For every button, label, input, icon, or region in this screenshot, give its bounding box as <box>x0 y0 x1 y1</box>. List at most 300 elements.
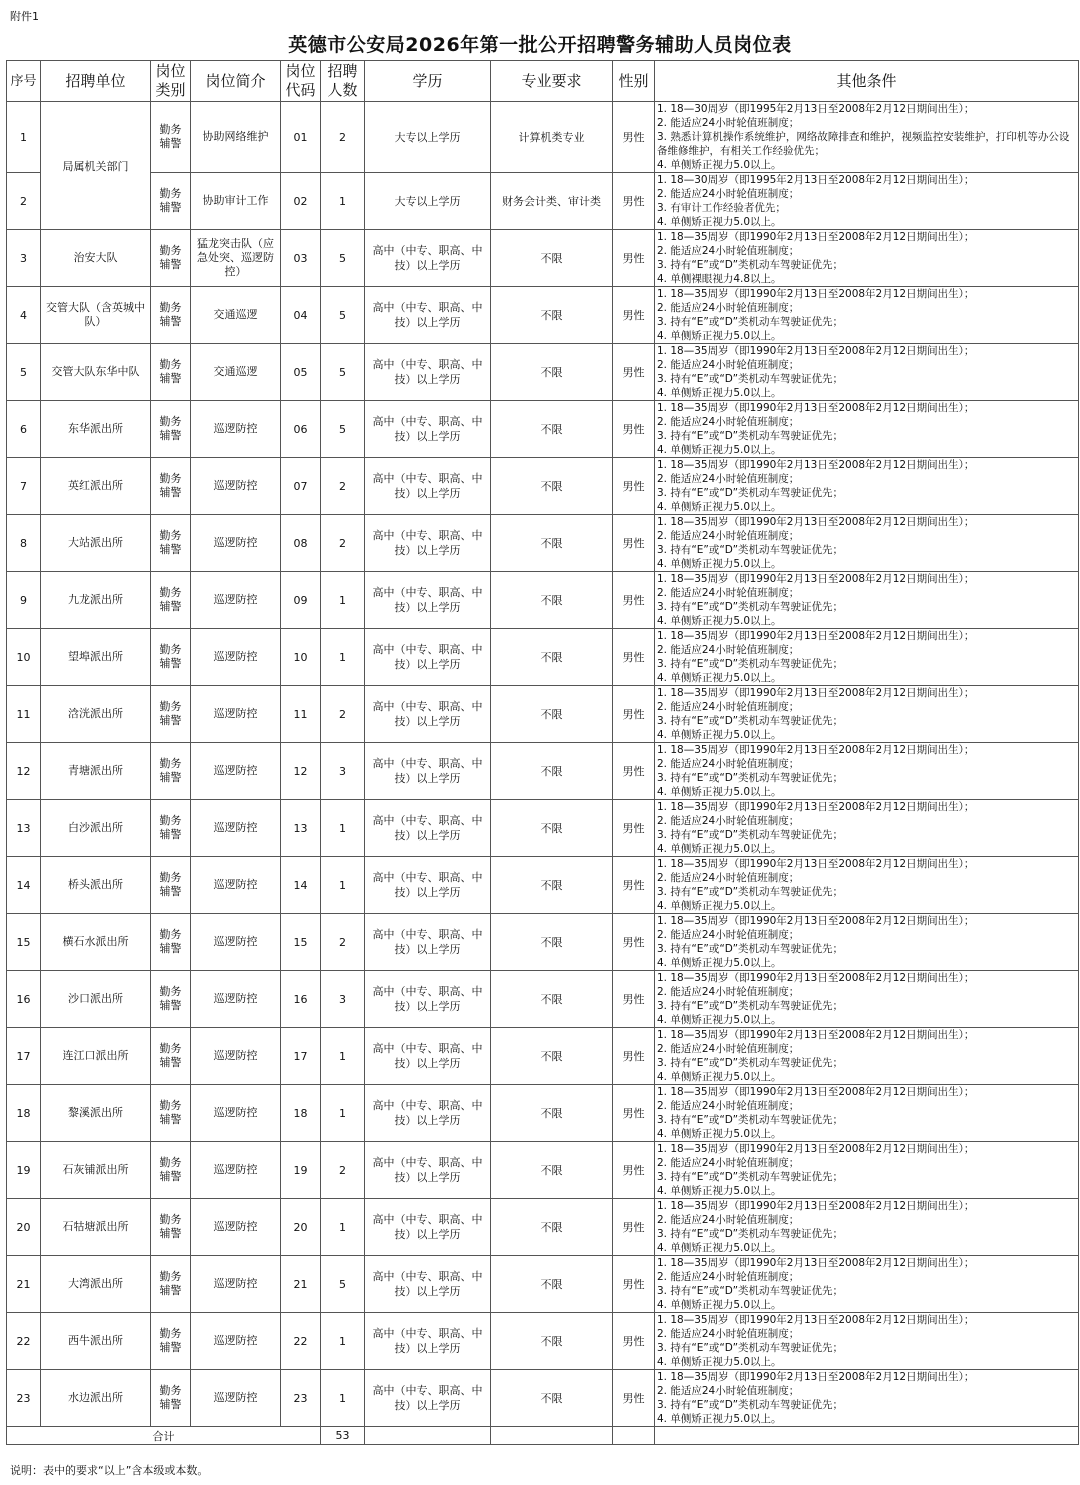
condition-line: 1. 18—35周岁（即1990年2月13日至2008年2月12日期间出生）； <box>657 1314 975 1326</box>
row-count: 1 <box>321 629 365 686</box>
row-count: 2 <box>321 102 365 173</box>
row-major: 不限 <box>491 1199 613 1256</box>
table-row <box>7 800 1079 857</box>
condition-line: 2. 能适应24小时轮值班制度； <box>657 815 800 827</box>
condition-line: 1. 18—35周岁（即1990年2月13日至2008年2月12日期间出生）； <box>657 1257 975 1269</box>
row-code: 06 <box>281 401 321 458</box>
table-row <box>7 686 1079 743</box>
row-code: 04 <box>281 287 321 344</box>
table-row <box>7 1256 1079 1313</box>
row-gender: 男性 <box>613 629 655 686</box>
row-gender: 男性 <box>613 800 655 857</box>
row-count: 1 <box>321 1085 365 1142</box>
condition-line: 3. 持有“E”或“D”类机动车驾驶证优先； <box>657 1342 844 1354</box>
row-seq: 23 <box>7 1370 41 1427</box>
row-code: 03 <box>281 230 321 287</box>
header-row <box>7 61 1079 102</box>
condition-line: 3. 持有“E”或“D”类机动车驾驶证优先； <box>657 1285 844 1297</box>
row-intro: 巡逻防控 <box>191 572 281 629</box>
row-category: 勤务辅警 <box>151 173 191 230</box>
row-gender: 男性 <box>613 857 655 914</box>
table-row <box>7 1028 1079 1085</box>
row-education: 高中（中专、职高、中技）以上学历 <box>365 1199 491 1256</box>
row-count: 5 <box>321 401 365 458</box>
row-code: 14 <box>281 857 321 914</box>
footnote: 说明：表中的要求“以上”含本级或本数。 <box>10 1464 209 1477</box>
row-intro: 巡逻防控 <box>191 743 281 800</box>
row-count: 5 <box>321 287 365 344</box>
condition-line: 3. 持有“E”或“D”类机动车驾驶证优先； <box>657 1114 844 1126</box>
row-code: 08 <box>281 515 321 572</box>
row-code: 01 <box>281 102 321 173</box>
row-seq: 21 <box>7 1256 41 1313</box>
table-row <box>7 857 1079 914</box>
row-gender: 男性 <box>613 344 655 401</box>
row-code: 12 <box>281 743 321 800</box>
row-conditions <box>655 515 1079 572</box>
row-category: 勤务辅警 <box>151 515 191 572</box>
row-unit: 青塘派出所 <box>41 743 151 800</box>
row-major: 计算机类专业 <box>491 102 613 173</box>
row-code: 10 <box>281 629 321 686</box>
condition-line: 3. 持有“E”或“D”类机动车驾驶证优先； <box>657 943 844 955</box>
row-education: 大专以上学历 <box>365 173 491 230</box>
condition-line: 4. 单侧矫正视力5.0以上。 <box>657 501 782 513</box>
row-major: 不限 <box>491 686 613 743</box>
row-major: 不限 <box>491 914 613 971</box>
total-row <box>7 1427 1079 1445</box>
condition-line: 1. 18—30周岁（即1995年2月13日至2008年2月12日期间出生）； <box>657 103 975 115</box>
condition-line: 2. 能适应24小时轮值班制度； <box>657 245 800 257</box>
row-education: 高中（中专、职高、中技）以上学历 <box>365 287 491 344</box>
row-category: 勤务辅警 <box>151 971 191 1028</box>
row-category: 勤务辅警 <box>151 287 191 344</box>
row-category: 勤务辅警 <box>151 686 191 743</box>
row-intro: 协助网络维护 <box>191 102 281 173</box>
row-count: 2 <box>321 914 365 971</box>
condition-line: 2. 能适应24小时轮值班制度； <box>657 701 800 713</box>
row-unit: 交管大队东华中队 <box>41 344 151 401</box>
condition-line: 1. 18—35周岁（即1990年2月13日至2008年2月12日期间出生）； <box>657 231 975 243</box>
header-other: 其他条件 <box>655 61 1079 102</box>
row-code: 18 <box>281 1085 321 1142</box>
condition-line: 2. 能适应24小时轮值班制度； <box>657 986 800 998</box>
row-count: 1 <box>321 173 365 230</box>
header-unit: 招聘单位 <box>41 61 151 102</box>
condition-line: 2. 能适应24小时轮值班制度； <box>657 1271 800 1283</box>
condition-line: 1. 18—35周岁（即1990年2月13日至2008年2月12日期间出生）； <box>657 915 975 927</box>
row-major: 不限 <box>491 1142 613 1199</box>
row-education: 高中（中专、职高、中技）以上学历 <box>365 515 491 572</box>
row-count: 1 <box>321 572 365 629</box>
condition-line: 3. 持有“E”或“D”类机动车驾驶证优先； <box>657 430 844 442</box>
total-count: 53 <box>321 1427 365 1445</box>
row-code: 11 <box>281 686 321 743</box>
row-count: 1 <box>321 1313 365 1370</box>
row-major: 财务会计类、审计类 <box>491 173 613 230</box>
row-conditions <box>655 914 1079 971</box>
positions-table <box>6 60 1079 1445</box>
row-unit: 浛洸派出所 <box>41 686 151 743</box>
row-seq: 11 <box>7 686 41 743</box>
condition-line: 1. 18—35周岁（即1990年2月13日至2008年2月12日期间出生）； <box>657 516 975 528</box>
table-row <box>7 515 1079 572</box>
condition-line: 1. 18—35周岁（即1990年2月13日至2008年2月12日期间出生）； <box>657 630 975 642</box>
header-gender: 性别 <box>613 61 655 102</box>
header-category: 岗位类别 <box>151 61 191 102</box>
condition-line: 3. 持有“E”或“D”类机动车驾驶证优先； <box>657 1000 844 1012</box>
row-gender: 男性 <box>613 971 655 1028</box>
table-row <box>7 344 1079 401</box>
row-category: 勤务辅警 <box>151 458 191 515</box>
row-major: 不限 <box>491 287 613 344</box>
condition-line: 1. 18—35周岁（即1990年2月13日至2008年2月12日期间出生）； <box>657 573 975 585</box>
row-seq: 12 <box>7 743 41 800</box>
row-education: 高中（中专、职高、中技）以上学历 <box>365 914 491 971</box>
header-major: 专业要求 <box>491 61 613 102</box>
row-count: 2 <box>321 1142 365 1199</box>
row-unit: 白沙派出所 <box>41 800 151 857</box>
condition-line: 2. 能适应24小时轮值班制度； <box>657 1385 800 1397</box>
row-conditions <box>655 1199 1079 1256</box>
row-major: 不限 <box>491 857 613 914</box>
row-conditions <box>655 1313 1079 1370</box>
header-education: 学历 <box>365 61 491 102</box>
condition-line: 4. 单侧矫正视力5.0以上。 <box>657 957 782 969</box>
row-major: 不限 <box>491 1085 613 1142</box>
table-row <box>7 401 1079 458</box>
condition-line: 2. 能适应24小时轮值班制度； <box>657 1100 800 1112</box>
condition-line: 3. 持有“E”或“D”类机动车驾驶证优先； <box>657 1171 844 1183</box>
condition-line: 2. 能适应24小时轮值班制度； <box>657 302 800 314</box>
condition-line: 3. 有审计工作经验者优先； <box>657 202 786 214</box>
row-major: 不限 <box>491 230 613 287</box>
row-gender: 男性 <box>613 515 655 572</box>
row-conditions <box>655 857 1079 914</box>
row-gender: 男性 <box>613 1199 655 1256</box>
condition-line: 1. 18—35周岁（即1990年2月13日至2008年2月12日期间出生）； <box>657 801 975 813</box>
row-unit: 桥头派出所 <box>41 857 151 914</box>
row-education: 高中（中专、职高、中技）以上学历 <box>365 629 491 686</box>
row-major: 不限 <box>491 800 613 857</box>
row-gender: 男性 <box>613 572 655 629</box>
row-seq: 20 <box>7 1199 41 1256</box>
condition-line: 3. 熟悉计算机操作系统维护，网络故障排查和维护，视频监控安装维护，打印机等办公设备维修维护，有相关工作经验优先； <box>657 131 1070 157</box>
row-intro: 巡逻防控 <box>191 1028 281 1085</box>
row-count: 1 <box>321 1199 365 1256</box>
table-row <box>7 102 1079 173</box>
condition-line: 4. 单侧矫正视力5.0以上。 <box>657 843 782 855</box>
annex-label: 附件1 <box>10 10 39 23</box>
row-code: 05 <box>281 344 321 401</box>
row-code: 02 <box>281 173 321 230</box>
row-gender: 男性 <box>613 1142 655 1199</box>
row-education: 大专以上学历 <box>365 102 491 173</box>
row-intro: 巡逻防控 <box>191 401 281 458</box>
row-count: 2 <box>321 458 365 515</box>
row-conditions <box>655 971 1079 1028</box>
row-count: 5 <box>321 1256 365 1313</box>
condition-line: 2. 能适应24小时轮值班制度； <box>657 1043 800 1055</box>
row-intro: 协助审计工作 <box>191 173 281 230</box>
table-row <box>7 230 1079 287</box>
condition-line: 1. 18—35周岁（即1990年2月13日至2008年2月12日期间出生）； <box>657 288 975 300</box>
row-code: 19 <box>281 1142 321 1199</box>
row-major: 不限 <box>491 1028 613 1085</box>
condition-line: 3. 持有“E”或“D”类机动车驾驶证优先； <box>657 259 844 271</box>
row-seq: 6 <box>7 401 41 458</box>
row-category: 勤务辅警 <box>151 230 191 287</box>
table-row <box>7 173 1079 230</box>
row-category: 勤务辅警 <box>151 1199 191 1256</box>
row-conditions <box>655 173 1079 230</box>
row-conditions <box>655 344 1079 401</box>
condition-line: 2. 能适应24小时轮值班制度； <box>657 587 800 599</box>
condition-line: 2. 能适应24小时轮值班制度； <box>657 117 800 129</box>
row-education: 高中（中专、职高、中技）以上学历 <box>365 230 491 287</box>
row-intro: 巡逻防控 <box>191 1370 281 1427</box>
row-intro: 巡逻防控 <box>191 629 281 686</box>
row-major: 不限 <box>491 1370 613 1427</box>
row-major: 不限 <box>491 515 613 572</box>
condition-line: 1. 18—35周岁（即1990年2月13日至2008年2月12日期间出生）； <box>657 972 975 984</box>
condition-line: 4. 单侧矫正视力5.0以上。 <box>657 900 782 912</box>
condition-line: 4. 单侧矫正视力5.0以上。 <box>657 1299 782 1311</box>
row-intro: 巡逻防控 <box>191 458 281 515</box>
condition-line: 4. 单侧矫正视力5.0以上。 <box>657 1185 782 1197</box>
table-row <box>7 1370 1079 1427</box>
total-empty <box>613 1427 655 1445</box>
row-conditions <box>655 629 1079 686</box>
row-unit: 望埠派出所 <box>41 629 151 686</box>
row-intro: 巡逻防控 <box>191 857 281 914</box>
row-gender: 男性 <box>613 173 655 230</box>
row-gender: 男性 <box>613 743 655 800</box>
row-category: 勤务辅警 <box>151 1085 191 1142</box>
condition-line: 3. 持有“E”或“D”类机动车驾驶证优先； <box>657 886 844 898</box>
row-conditions <box>655 1256 1079 1313</box>
row-education: 高中（中专、职高、中技）以上学历 <box>365 971 491 1028</box>
row-gender: 男性 <box>613 102 655 173</box>
row-seq: 10 <box>7 629 41 686</box>
row-major: 不限 <box>491 401 613 458</box>
row-unit: 九龙派出所 <box>41 572 151 629</box>
condition-line: 3. 持有“E”或“D”类机动车驾驶证优先； <box>657 1228 844 1240</box>
condition-line: 2. 能适应24小时轮值班制度； <box>657 359 800 371</box>
condition-line: 3. 持有“E”或“D”类机动车驾驶证优先； <box>657 487 844 499</box>
header-code: 岗位代码 <box>281 61 321 102</box>
table-row <box>7 629 1079 686</box>
row-seq: 8 <box>7 515 41 572</box>
row-gender: 男性 <box>613 1313 655 1370</box>
condition-line: 3. 持有“E”或“D”类机动车驾驶证优先； <box>657 316 844 328</box>
row-seq: 18 <box>7 1085 41 1142</box>
page-title: 英德市公安局2026年第一批公开招聘警务辅助人员岗位表 <box>288 34 792 56</box>
condition-line: 1. 18—30周岁（即1995年2月13日至2008年2月12日期间出生）； <box>657 174 975 186</box>
row-intro: 巡逻防控 <box>191 1085 281 1142</box>
condition-line: 4. 单侧裸眼视力4.8以上。 <box>657 273 782 285</box>
row-education: 高中（中专、职高、中技）以上学历 <box>365 1256 491 1313</box>
table-row <box>7 743 1079 800</box>
row-count: 5 <box>321 230 365 287</box>
condition-line: 3. 持有“E”或“D”类机动车驾驶证优先； <box>657 544 844 556</box>
row-category: 勤务辅警 <box>151 102 191 173</box>
condition-line: 3. 持有“E”或“D”类机动车驾驶证优先； <box>657 373 844 385</box>
condition-line: 1. 18—35周岁（即1990年2月13日至2008年2月12日期间出生）； <box>657 744 975 756</box>
row-unit: 交管大队（含英城中队） <box>41 287 151 344</box>
condition-line: 4. 单侧矫正视力5.0以上。 <box>657 1014 782 1026</box>
row-seq: 19 <box>7 1142 41 1199</box>
row-unit: 连江口派出所 <box>41 1028 151 1085</box>
row-unit: 英红派出所 <box>41 458 151 515</box>
row-seq: 16 <box>7 971 41 1028</box>
row-gender: 男性 <box>613 230 655 287</box>
condition-line: 4. 单侧矫正视力5.0以上。 <box>657 1242 782 1254</box>
condition-line: 2. 能适应24小时轮值班制度； <box>657 416 800 428</box>
row-gender: 男性 <box>613 1370 655 1427</box>
row-intro: 巡逻防控 <box>191 515 281 572</box>
row-unit: 沙口派出所 <box>41 971 151 1028</box>
condition-line: 2. 能适应24小时轮值班制度； <box>657 1214 800 1226</box>
row-major: 不限 <box>491 971 613 1028</box>
condition-line: 4. 单侧矫正视力5.0以上。 <box>657 159 782 171</box>
row-unit: 东华派出所 <box>41 401 151 458</box>
row-unit: 水边派出所 <box>41 1370 151 1427</box>
row-major: 不限 <box>491 458 613 515</box>
row-unit: 局属机关部门 <box>41 102 151 230</box>
header-intro: 岗位简介 <box>191 61 281 102</box>
row-seq: 3 <box>7 230 41 287</box>
row-unit: 大站派出所 <box>41 515 151 572</box>
condition-line: 3. 持有“E”或“D”类机动车驾驶证优先； <box>657 715 844 727</box>
condition-line: 2. 能适应24小时轮值班制度； <box>657 530 800 542</box>
row-count: 2 <box>321 515 365 572</box>
row-category: 勤务辅警 <box>151 344 191 401</box>
total-empty <box>655 1427 1079 1445</box>
table-row <box>7 572 1079 629</box>
table-row <box>7 914 1079 971</box>
row-seq: 7 <box>7 458 41 515</box>
row-unit: 黎溪派出所 <box>41 1085 151 1142</box>
condition-line: 1. 18—35周岁（即1990年2月13日至2008年2月12日期间出生）； <box>657 1086 975 1098</box>
row-seq: 4 <box>7 287 41 344</box>
row-education: 高中（中专、职高、中技）以上学历 <box>365 686 491 743</box>
row-intro: 巡逻防控 <box>191 1142 281 1199</box>
row-education: 高中（中专、职高、中技）以上学历 <box>365 458 491 515</box>
condition-line: 3. 持有“E”或“D”类机动车驾驶证优先； <box>657 829 844 841</box>
row-conditions <box>655 686 1079 743</box>
condition-line: 4. 单侧矫正视力5.0以上。 <box>657 1413 782 1425</box>
row-seq: 14 <box>7 857 41 914</box>
row-conditions <box>655 1028 1079 1085</box>
row-gender: 男性 <box>613 401 655 458</box>
condition-line: 4. 单侧矫正视力5.0以上。 <box>657 558 782 570</box>
row-conditions <box>655 102 1079 173</box>
table-row <box>7 287 1079 344</box>
row-gender: 男性 <box>613 1028 655 1085</box>
row-seq: 15 <box>7 914 41 971</box>
condition-line: 1. 18—35周岁（即1990年2月13日至2008年2月12日期间出生）； <box>657 345 975 357</box>
row-code: 13 <box>281 800 321 857</box>
condition-line: 2. 能适应24小时轮值班制度； <box>657 929 800 941</box>
condition-line: 3. 持有“E”或“D”类机动车驾驶证优先； <box>657 772 844 784</box>
row-gender: 男性 <box>613 686 655 743</box>
condition-line: 4. 单侧矫正视力5.0以上。 <box>657 216 782 228</box>
row-education: 高中（中专、职高、中技）以上学历 <box>365 857 491 914</box>
row-category: 勤务辅警 <box>151 1142 191 1199</box>
condition-line: 1. 18—35周岁（即1990年2月13日至2008年2月12日期间出生）； <box>657 459 975 471</box>
row-major: 不限 <box>491 572 613 629</box>
row-count: 2 <box>321 686 365 743</box>
row-category: 勤务辅警 <box>151 629 191 686</box>
row-intro: 巡逻防控 <box>191 686 281 743</box>
condition-line: 4. 单侧矫正视力5.0以上。 <box>657 786 782 798</box>
condition-line: 3. 持有“E”或“D”类机动车驾驶证优先； <box>657 658 844 670</box>
header-count: 招聘人数 <box>321 61 365 102</box>
row-conditions <box>655 800 1079 857</box>
row-code: 16 <box>281 971 321 1028</box>
row-gender: 男性 <box>613 1256 655 1313</box>
total-empty <box>491 1427 613 1445</box>
row-education: 高中（中专、职高、中技）以上学历 <box>365 401 491 458</box>
condition-line: 3. 持有“E”或“D”类机动车驾驶证优先； <box>657 601 844 613</box>
row-code: 17 <box>281 1028 321 1085</box>
row-seq: 2 <box>7 173 41 230</box>
row-count: 3 <box>321 743 365 800</box>
row-seq: 22 <box>7 1313 41 1370</box>
row-conditions <box>655 401 1079 458</box>
row-major: 不限 <box>491 1313 613 1370</box>
condition-line: 1. 18—35周岁（即1990年2月13日至2008年2月12日期间出生）； <box>657 1143 975 1155</box>
row-unit: 石牯塘派出所 <box>41 1199 151 1256</box>
row-category: 勤务辅警 <box>151 1313 191 1370</box>
row-education: 高中（中专、职高、中技）以上学历 <box>365 1142 491 1199</box>
condition-line: 1. 18—35周岁（即1990年2月13日至2008年2月12日期间出生）； <box>657 1371 975 1383</box>
condition-line: 2. 能适应24小时轮值班制度； <box>657 188 800 200</box>
condition-line: 1. 18—35周岁（即1990年2月13日至2008年2月12日期间出生）； <box>657 858 975 870</box>
table-row <box>7 1142 1079 1199</box>
row-gender: 男性 <box>613 914 655 971</box>
row-intro: 巡逻防控 <box>191 1199 281 1256</box>
row-conditions <box>655 1142 1079 1199</box>
row-intro: 交通巡逻 <box>191 344 281 401</box>
row-category: 勤务辅警 <box>151 1028 191 1085</box>
condition-line: 2. 能适应24小时轮值班制度； <box>657 1157 800 1169</box>
row-conditions <box>655 1085 1079 1142</box>
row-count: 1 <box>321 1028 365 1085</box>
row-category: 勤务辅警 <box>151 914 191 971</box>
condition-line: 1. 18—35周岁（即1990年2月13日至2008年2月12日期间出生）； <box>657 687 975 699</box>
row-count: 1 <box>321 1370 365 1427</box>
row-code: 09 <box>281 572 321 629</box>
row-code: 07 <box>281 458 321 515</box>
condition-line: 4. 单侧矫正视力5.0以上。 <box>657 729 782 741</box>
row-unit: 石灰铺派出所 <box>41 1142 151 1199</box>
condition-line: 2. 能适应24小时轮值班制度； <box>657 473 800 485</box>
row-conditions <box>655 1370 1079 1427</box>
row-code: 21 <box>281 1256 321 1313</box>
row-intro: 巡逻防控 <box>191 914 281 971</box>
row-gender: 男性 <box>613 1085 655 1142</box>
condition-line: 4. 单侧矫正视力5.0以上。 <box>657 330 782 342</box>
condition-line: 2. 能适应24小时轮值班制度； <box>657 644 800 656</box>
condition-line: 1. 18—35周岁（即1990年2月13日至2008年2月12日期间出生）； <box>657 402 975 414</box>
condition-line: 4. 单侧矫正视力5.0以上。 <box>657 1128 782 1140</box>
row-unit: 治安大队 <box>41 230 151 287</box>
row-code: 15 <box>281 914 321 971</box>
row-education: 高中（中专、职高、中技）以上学历 <box>365 572 491 629</box>
row-major: 不限 <box>491 629 613 686</box>
